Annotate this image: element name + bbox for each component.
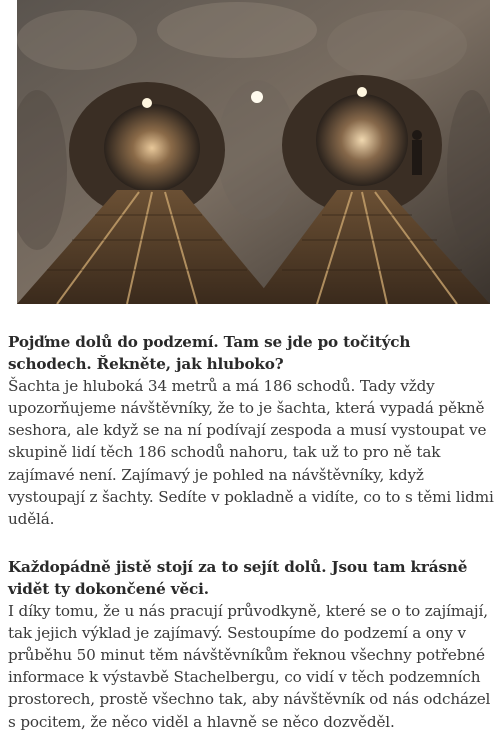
interview-article (8, 331, 494, 733)
article-photo (17, 0, 490, 304)
question-2: Každopádně jistě stojí za to sejít dolů. Jsou tam krásně vidět ty dokončené věci. (8, 557, 468, 598)
tunnel-photo-illustration (17, 0, 490, 304)
question-1: Pojďme dolů do podzemí. Tam se jde po točitých schodech. Řekněte, jak hluboko? (8, 333, 411, 374)
answer-1: Šachta je hluboká 34 metrů a má 186 schodů. Tady vždy upozorňujeme návštěvníky, že to je šachta, která vypadá pěkně seshora, ale když se na ní podívají zespoda a musí vystoupat ve skupině lidí těch 186 schodů nahoru, tak už to pro ně tak zajímavé není. Zajímavý je pohled na návštěvníky, když vystoupají z šachty. Sedíte v pokladně a vidíte, co to s těmi lidmi udělá. (8, 377, 494, 528)
answer-2: I díky tomu, že u nás pracují průvodkyně, které se o to zajímají, tak jejich výklad je zajímavý. Sestoupíme do podzemí a ony v průběhu 50 minut těm návštěvníkům řeknou všechny potřebné informace k výstavbě Stachelbergu, co vidí v těch podzemních prostorech, prostě všechno tak, aby návštěvník od nás odcházel s pocitem, že něco viděl a hlavně se něco dozvěděl. (8, 602, 491, 731)
paragraph-spacer (8, 530, 494, 556)
